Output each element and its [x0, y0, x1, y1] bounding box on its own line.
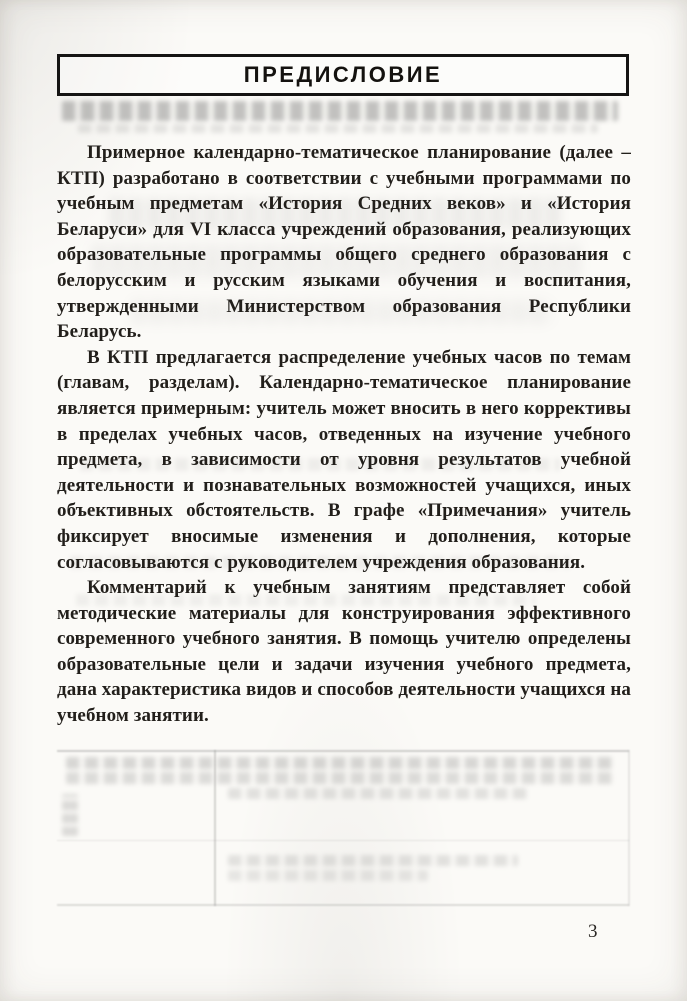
- bleedthrough-table-line: [214, 750, 216, 906]
- bleedthrough-heading-ghost: [62, 101, 618, 121]
- chapter-title-box: [57, 54, 629, 96]
- paragraph-3: Комментарий к учебным занятиям представляет собой методические материалы для конструирования эффективного современного учебного занятия. В помощь учителю определены образовательные цели и задачи изучения учебного предмета, дана характеристика видов и способов деятельности учащихся на учебном занятии.: [57, 577, 632, 727]
- bleedthrough-subheading-ghost: [78, 124, 598, 133]
- page-title: ПРЕДИСЛОВИЕ: [243, 62, 443, 87]
- page-number: 3: [588, 921, 598, 942]
- bleedthrough-table-text-ghost: [228, 870, 428, 881]
- bleedthrough-table-text-ghost: [228, 788, 528, 799]
- bleedthrough-table-text-ghost: [228, 855, 518, 866]
- bleedthrough-table-line: [57, 750, 629, 752]
- paragraph-1: Примерное календарно-тематическое планирование (далее – КТП) разработано в соответствии с учебными программами по учебным предметам «История Средних веков» и «История Беларуси» для VI класса учреждений образования, реализующих образовательные программы общего среднего образования с белорусским и русским языками обучения и воспитания, утвержденными Министерством образования Республики Беларусь.: [57, 142, 631, 343]
- body-text: [57, 140, 631, 729]
- bleedthrough-table-line: [628, 750, 630, 906]
- bleedthrough-table-text-ghost: [66, 757, 614, 769]
- bleedthrough-table-text-ghost: [66, 772, 614, 784]
- bleedthrough-table-line: [57, 904, 629, 906]
- paragraph-2: В КТП предлагается распределение учебных часов по темам (главам, разделам). Календарно-тематическое планирование является примерным: учитель может вносить в него коррективы в пределах учебных часов, отведенных на изучение учебного предмета, в зависимости от уровня результатов учебной деятельности и познавательных возможностей учащихся, иных объективных обстоятельств. В графе «Примечания» учитель фиксирует вносимые изменения и дополнения, которые согласовываются с руководителем учреждения образования.: [57, 346, 631, 573]
- bleedthrough-table-line: [57, 840, 629, 841]
- bleedthrough-table-text-ghost: [62, 794, 78, 836]
